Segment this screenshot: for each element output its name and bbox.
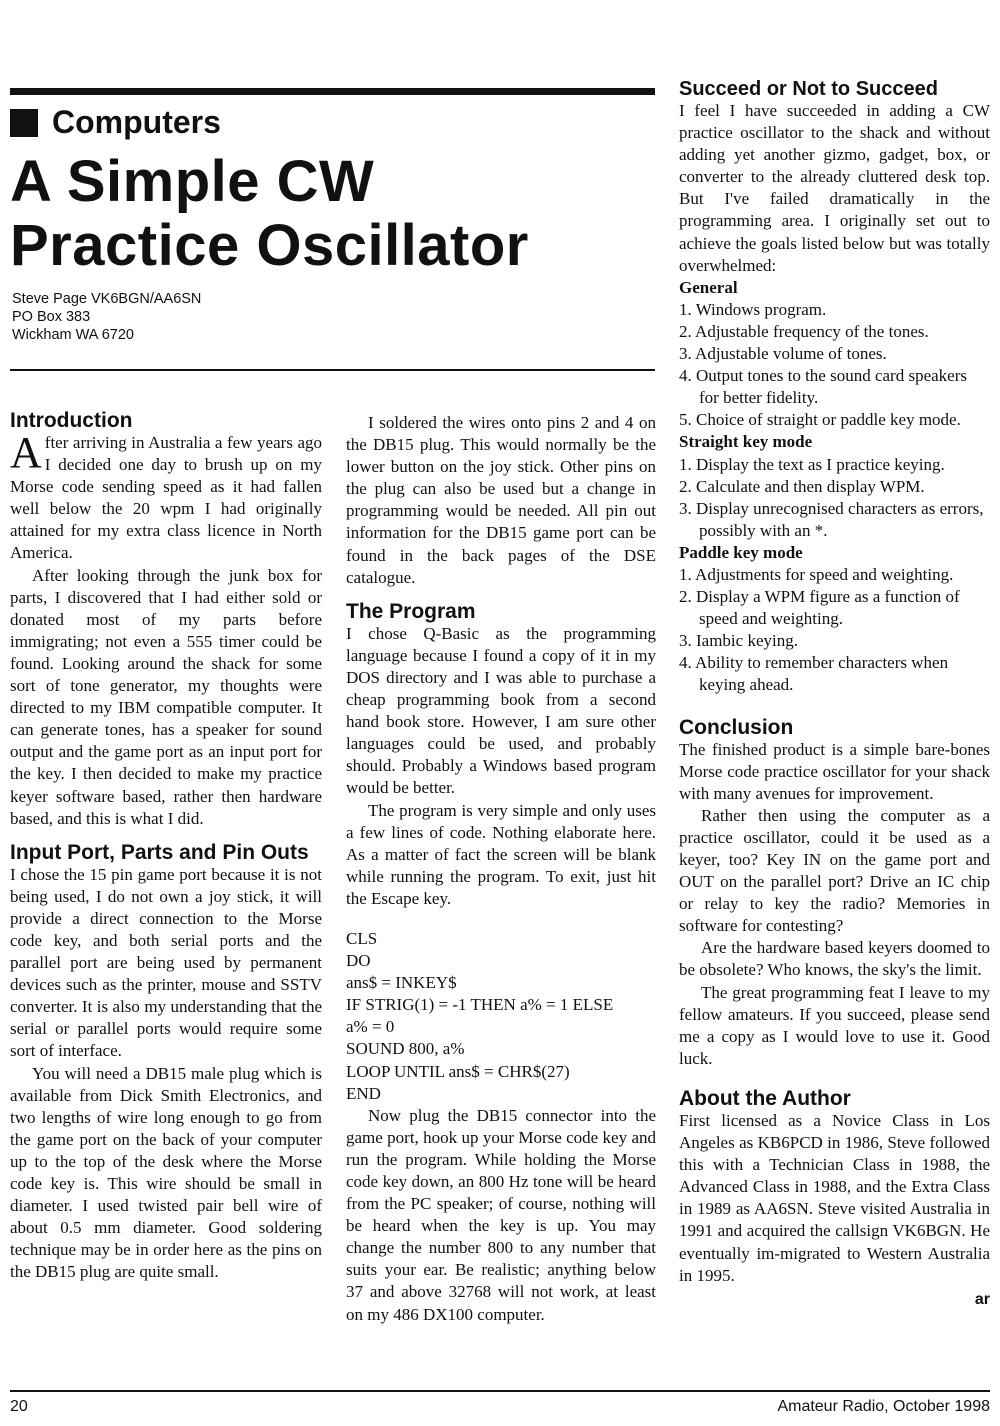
list-item: 1. Windows program.: [679, 299, 827, 319]
code-line: DO: [346, 951, 371, 971]
paragraph: [10, 428, 322, 565]
list-item: 4. Ability to remember characters when keying ahead.: [679, 653, 949, 695]
drop-cap: A: [10, 428, 42, 477]
section-kicker: [10, 104, 221, 141]
paragraph: I soldered the wires onto pins 2 and 4 on the DB15 plug. This would normally be the lower button on the joy stick. Other pins on the plug can also be used but a change in programming would be needed. All pin out information for the DB15 game port can be found in the back pages of the DSE catalogue.: [346, 413, 656, 587]
list-item: 4. Output tones to the sound card speakers for better fidelity.: [679, 366, 967, 408]
heading-straight-key: Straight key mode: [679, 432, 813, 452]
list-item: 2. Adjustable frequency of the tones.: [679, 321, 929, 341]
byline-rule: [10, 369, 655, 371]
list-item: 1. Adjustments for speed and weighting.: [679, 564, 954, 584]
title-line-1: A Simple CW: [10, 149, 375, 214]
square-bullet-icon: [10, 109, 38, 137]
publication-credit: Amateur Radio, October 1998: [777, 1398, 990, 1415]
page-number: 20: [10, 1398, 28, 1415]
paragraph: I chose the 15 pin game port because it is not being used, I do not own a joy stick, it will provide a direct connection to the Morse code key, and both serial ports and the parallel port are being used by permanent devices such as the printer, mouse and SSTV converter. It is also my understanding that the serial or parallel ports would require some sort of interface.: [10, 864, 322, 1061]
list-item: 2. Calculate and then display WPM.: [679, 476, 925, 496]
top-rule: [10, 88, 655, 95]
list-item: 1. Display the text as I practice keying.: [679, 454, 945, 474]
title-line-2: Practice Oscillator: [10, 213, 529, 278]
code-line: LOOP UNTIL ans$ = CHR$(27): [346, 1061, 570, 1081]
author-name: Steve Page VK6BGN/AA6SN: [12, 291, 202, 307]
code-line: IF STRIG(1) = -1 THEN a% = 1 ELSE: [346, 995, 614, 1015]
heading-input-port: Input Port, Parts and Pin Outs: [10, 840, 309, 864]
paragraph: Now plug the DB15 connector into the game port, hook up your Morse code key and run the program. While holding the Morse code key down, an 800 Hz tone will be heard from the PC speaker; of course, nothing will be heard when the key is up. You may change the number 800 to any number that suits your ear. Be realistic; anything below 37 and above 32768 will not work, at least on my 486 DX100 computer.: [346, 1105, 656, 1324]
code-line: CLS: [346, 928, 378, 948]
heading-introduction: Introduction: [10, 409, 133, 432]
list-item: 3. Adjustable volume of tones.: [679, 344, 887, 364]
heading-conclusion: Conclusion: [679, 715, 794, 739]
footer-rule: [10, 1390, 990, 1392]
paragraph: I chose Q-Basic as the programming language because I found a copy of it in my DOS directory and I was able to purchase a cheap programming book from a second hand book store. However, I am sure other languages could be used, and probably should. Probably a Windows based program would be better.: [346, 623, 656, 798]
paragraph: The great programming feat I leave to my fellow amateurs. If you succeed, please send me a copy as I would love to use it. Good luck.: [679, 982, 990, 1068]
paragraph: The finished product is a simple bare-bones Morse code practice oscillator for your shack with many avenues for improvement.: [679, 739, 990, 803]
signoff: ar: [974, 1290, 990, 1308]
paragraph: First licensed as a Novice Class in Los Angeles as KB6PCD in 1986, Steve followed this with a Technician Class in 1988, the Advanced Class in 1988, and the Extra Class in 1989 as AA6SN. Steve visited Australia in 1991 and acquired the callsign VK6BGN. He eventually im-migrated to Western Australia in 1995.: [679, 1110, 990, 1285]
heading-paddle-key: Paddle key mode: [679, 542, 803, 562]
paragraph: Are the hardware based keyers doomed to be obsolete? Who knows, the sky's the limit.: [679, 938, 990, 980]
list-item: 5. Choice of straight or paddle key mode.: [679, 410, 961, 430]
code-line: a% = 0: [346, 1017, 395, 1037]
list-item: 2. Display a WPM figure as a function of speed and weighting.: [679, 587, 960, 629]
code-listing: [346, 928, 656, 1105]
paragraph-text: fter arriving in Australia a few years ago I decided one day to brush up on my Morse code sending speed as it had fallen well below the 20 wpm I had originally attained for my extra class licence in North America.: [10, 433, 322, 563]
byline: [12, 290, 201, 344]
paragraph: I feel I have succeeded in adding a CW practice oscillator to the shack and without adding yet another gizmo, gadget, box, or converter to the already cluttered desk top. But I've failed dramatically in the programming area. I originally set out to achieve the goals listed below but was totally overwhelmed:: [679, 101, 990, 275]
paragraph: The program is very simple and only uses a few lines of code. Nothing elaborate here. As a matter of fact the screen will be blank while running the program. To exit, just hit the Escape key.: [346, 800, 656, 908]
straight-key-list: [679, 454, 990, 542]
article-title: [10, 150, 529, 278]
code-line: ans$ = INKEY$: [346, 973, 457, 993]
heading-the-program: The Program: [346, 599, 476, 623]
list-item: 3. Iambic keying.: [679, 631, 798, 651]
heading-general: General: [679, 277, 738, 297]
general-goals-list: [679, 299, 990, 432]
address-line-1: PO Box 383: [12, 309, 91, 325]
column-2: [346, 412, 656, 1326]
paddle-key-list: [679, 564, 990, 697]
code-line: END: [346, 1083, 381, 1103]
heading-about-author: About the Author: [679, 1086, 851, 1110]
paragraph: After looking through the junk box for parts, I discovered that I had either sold or donated most of my parts before immigrating; not even a 555 timer could be found. Looking around the shack for some sort of tone generator, my thoughts were directed to my IBM compatible computer. It can generate tones, has a speaker for sound output and the game port as an input port for the key. I then decided to make my practice keyer software based, rather then hardware based, and this is what I did.: [10, 565, 322, 828]
heading-succeed: Succeed or Not to Succeed: [679, 78, 938, 100]
kicker-text: Computers: [52, 104, 221, 140]
code-line: SOUND 800, a%: [346, 1039, 465, 1059]
address-line-2: Wickham WA 6720: [12, 327, 134, 343]
paragraph: Rather then using the computer as a practice oscillator, could it be used as a keyer, too? Key IN on the game port and OUT on the parallel port? Drive an IC chip or relay to key the radio? Memories in software for contesting?: [679, 805, 990, 936]
paragraph: You will need a DB15 male plug which is available from Dick Smith Electronics, and two lengths of wire long enough to go from the game port on the back of your computer up to the top of the desk where the Morse code key is. This wire should be small in diameter. I used twisted pair bell wire of about 0.5 mm diameter. Good soldering technique may be in order here as the pins on the DB15 plug are quite small.: [10, 1063, 322, 1282]
list-item: 3. Display unrecognised characters as errors, possibly with an *.: [679, 498, 984, 540]
column-1: [10, 410, 322, 1283]
column-3: [679, 78, 990, 1311]
